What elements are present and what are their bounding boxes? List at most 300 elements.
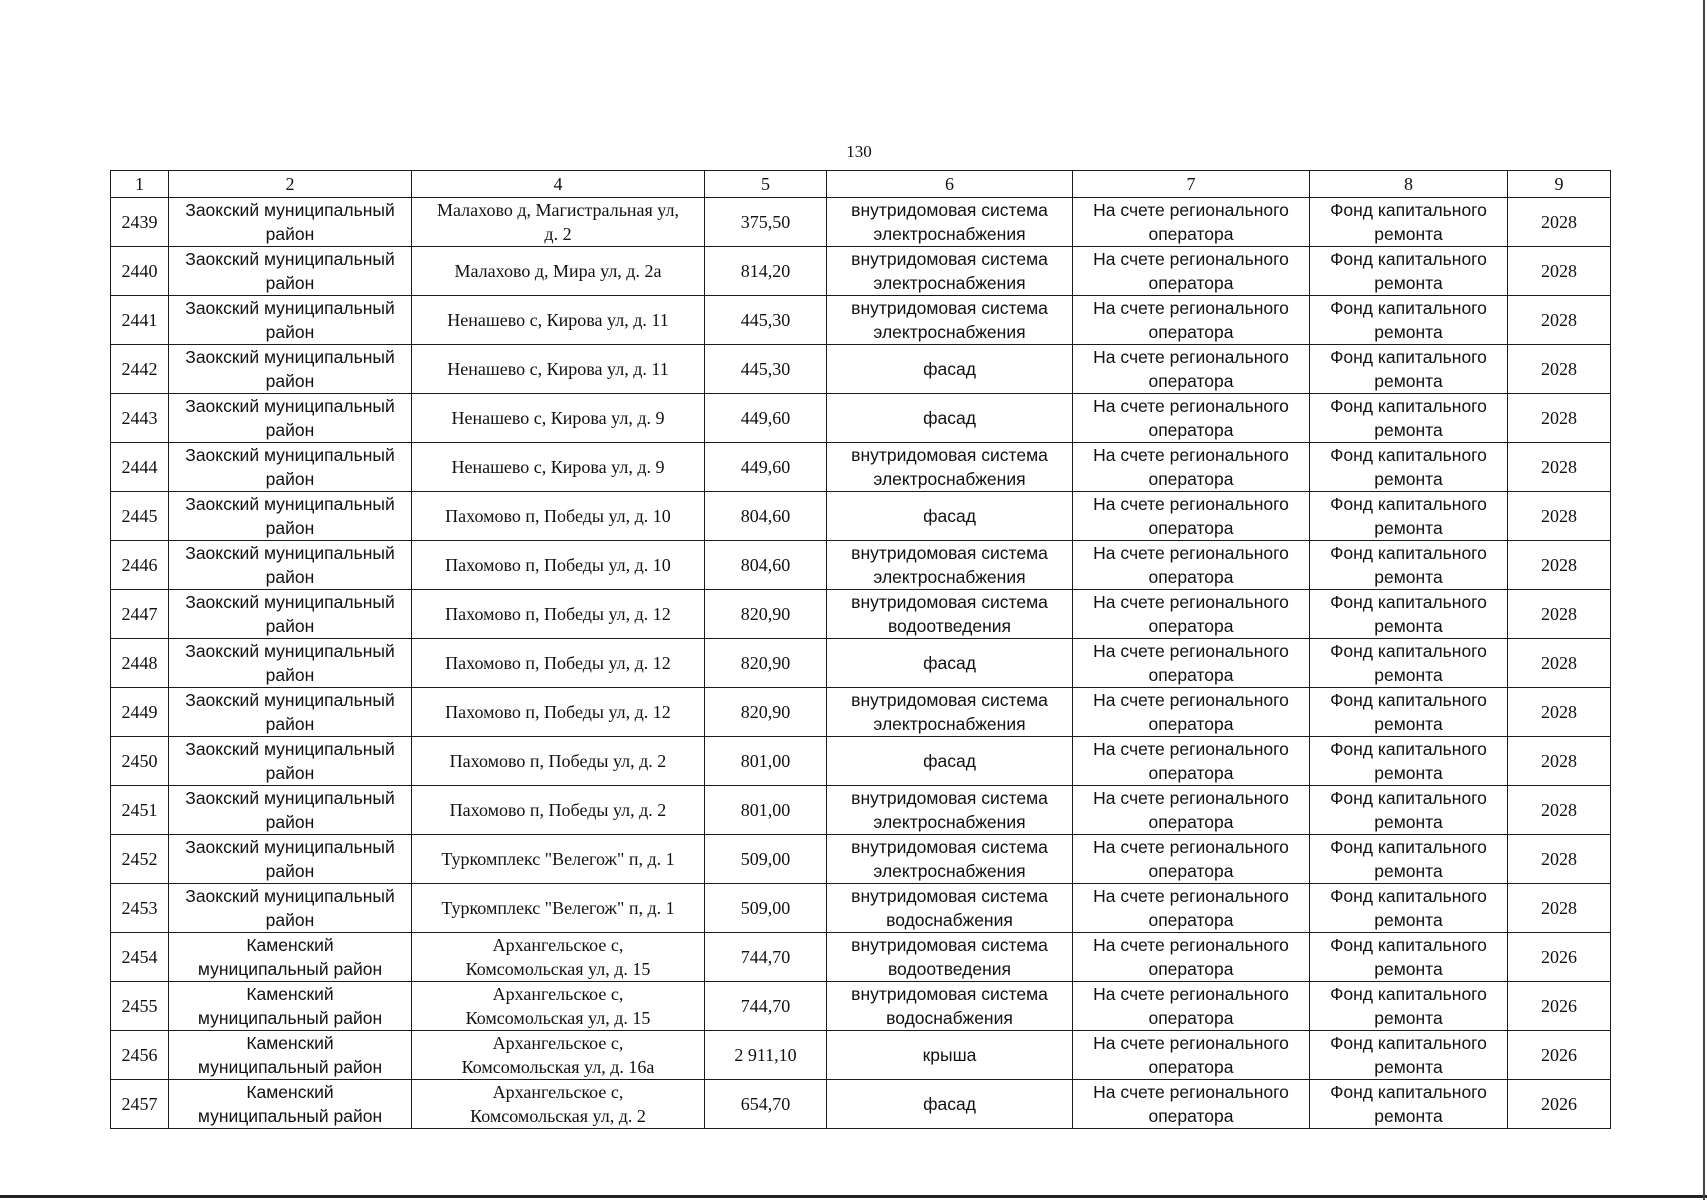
scan-edge	[1703, 0, 1705, 1200]
account-cell	[1073, 1031, 1310, 1080]
address-cell	[412, 247, 705, 296]
district-cell-line: район	[265, 910, 315, 930]
work-type-cell	[827, 737, 1073, 786]
account-cell	[1073, 933, 1310, 982]
district-cell-line: Заокский муниципальный	[185, 347, 395, 367]
account-cell-line: оператора	[1148, 616, 1234, 636]
year-cell: 2026	[1508, 982, 1611, 1031]
account-cell-line: На счете регионального	[1093, 984, 1289, 1004]
funding-source-cell	[1310, 492, 1508, 541]
district-cell-line: Заокский муниципальный	[185, 298, 395, 318]
work-type-cell	[827, 345, 1073, 394]
work-type-cell	[827, 198, 1073, 247]
work-type-cell-line: фасад	[923, 653, 976, 673]
funding-source-cell-line: Фонд капитального	[1330, 690, 1487, 710]
district-cell-line: район	[265, 616, 315, 636]
row-number-cell: 2453	[111, 884, 169, 933]
account-cell-line: На счете регионального	[1093, 788, 1289, 808]
district-cell-line: Заокский муниципальный	[185, 200, 395, 220]
row-number-cell: 2441	[111, 296, 169, 345]
district-cell-line: муниципальный район	[197, 1057, 383, 1077]
funding-source-cell-line: ремонта	[1374, 518, 1443, 538]
account-cell-line: На счете регионального	[1093, 690, 1289, 710]
column-number: 6	[827, 171, 1073, 198]
year-cell: 2028	[1508, 884, 1611, 933]
district-cell	[169, 933, 412, 982]
work-type-cell-line: фасад	[923, 408, 976, 428]
account-cell-line: На счете регионального	[1093, 200, 1289, 220]
table-row	[111, 443, 1611, 492]
district-cell-line: Заокский муниципальный	[185, 543, 395, 563]
funding-source-cell	[1310, 590, 1508, 639]
funding-source-cell-line: Фонд капитального	[1330, 886, 1487, 906]
account-cell-line: оператора	[1148, 714, 1234, 734]
account-cell-line: оператора	[1148, 861, 1234, 881]
account-cell-line: На счете регионального	[1093, 935, 1289, 955]
funding-source-cell-line: Фонд капитального	[1330, 739, 1487, 759]
account-cell-line: На счете регионального	[1093, 347, 1289, 367]
year-cell: 2026	[1508, 933, 1611, 982]
funding-source-cell-line: ремонта	[1374, 420, 1443, 440]
district-cell-line: район	[265, 665, 315, 685]
year-cell: 2028	[1508, 639, 1611, 688]
account-cell-line: оператора	[1148, 910, 1234, 930]
account-cell-line: оператора	[1148, 567, 1234, 587]
year-cell: 2028	[1508, 492, 1611, 541]
row-number-cell: 2448	[111, 639, 169, 688]
district-cell-line: район	[265, 714, 315, 734]
work-type-cell-line: внутридомовая система	[851, 690, 1048, 710]
year-cell: 2028	[1508, 198, 1611, 247]
address-cell-line: Малахово д, Магистральная ул,	[437, 200, 679, 220]
account-cell-line: оператора	[1148, 763, 1234, 783]
area-cell: 445,30	[705, 296, 827, 345]
work-type-cell	[827, 394, 1073, 443]
district-cell-line: Заокский муниципальный	[185, 494, 395, 514]
account-cell	[1073, 639, 1310, 688]
account-cell	[1073, 688, 1310, 737]
work-type-cell-line: электроснабжения	[873, 861, 1026, 881]
address-cell	[412, 688, 705, 737]
work-type-cell	[827, 933, 1073, 982]
address-cell-line: Архангельское с,	[492, 935, 624, 955]
row-number-cell: 2445	[111, 492, 169, 541]
district-cell-line: район	[265, 812, 315, 832]
area-cell: 449,60	[705, 394, 827, 443]
district-cell-line: Заокский муниципальный	[185, 592, 395, 612]
address-cell-line: Пахомово п, Победы ул, д. 12	[445, 653, 671, 673]
funding-source-cell-line: Фонд капитального	[1330, 396, 1487, 416]
funding-source-cell-line: ремонта	[1374, 224, 1443, 244]
work-type-cell	[827, 1031, 1073, 1080]
district-cell-line: Заокский муниципальный	[185, 690, 395, 710]
account-cell-line: оператора	[1148, 1106, 1234, 1126]
column-number: 7	[1073, 171, 1310, 198]
work-type-cell	[827, 884, 1073, 933]
work-type-cell-line: фасад	[923, 751, 976, 771]
account-cell-line: На счете регионального	[1093, 298, 1289, 318]
column-number: 1	[111, 171, 169, 198]
column-number: 9	[1508, 171, 1611, 198]
year-cell: 2028	[1508, 541, 1611, 590]
column-number: 8	[1310, 171, 1508, 198]
account-cell	[1073, 1080, 1310, 1129]
page-number: 130	[846, 142, 872, 161]
work-type-cell	[827, 786, 1073, 835]
district-cell	[169, 590, 412, 639]
table-row	[111, 1080, 1611, 1129]
account-cell-line: оператора	[1148, 469, 1234, 489]
district-cell-line: Каменский	[246, 935, 334, 955]
row-number-cell: 2454	[111, 933, 169, 982]
row-number-cell: 2451	[111, 786, 169, 835]
account-cell	[1073, 541, 1310, 590]
account-cell-line: На счете регионального	[1093, 543, 1289, 563]
account-cell-line: На счете регионального	[1093, 396, 1289, 416]
account-cell	[1073, 786, 1310, 835]
table-row	[111, 933, 1611, 982]
year-cell: 2026	[1508, 1080, 1611, 1129]
account-cell	[1073, 198, 1310, 247]
funding-source-cell-line: ремонта	[1374, 910, 1443, 930]
work-type-cell-line: фасад	[923, 506, 976, 526]
table-row	[111, 492, 1611, 541]
district-cell-line: район	[265, 861, 315, 881]
district-cell-line: муниципальный район	[197, 1106, 383, 1126]
funding-source-cell-line: Фонд капитального	[1330, 298, 1487, 318]
work-type-cell-line: фасад	[923, 359, 976, 379]
account-cell-line: На счете регионального	[1093, 641, 1289, 661]
district-cell-line: Заокский муниципальный	[185, 739, 395, 759]
funding-source-cell-line: ремонта	[1374, 1106, 1443, 1126]
account-cell-line: На счете регионального	[1093, 494, 1289, 514]
funding-source-cell-line: ремонта	[1374, 371, 1443, 391]
district-cell	[169, 247, 412, 296]
district-cell	[169, 884, 412, 933]
district-cell	[169, 345, 412, 394]
district-cell-line: район	[265, 518, 315, 538]
year-cell: 2026	[1508, 1031, 1611, 1080]
account-cell	[1073, 982, 1310, 1031]
registry-table	[110, 170, 1611, 1129]
funding-source-cell-line: ремонта	[1374, 812, 1443, 832]
district-cell-line: район	[265, 322, 315, 342]
column-number: 2	[169, 171, 412, 198]
year-cell: 2028	[1508, 296, 1611, 345]
work-type-cell-line: внутридомовая система	[851, 543, 1048, 563]
address-cell-line: Ненашево с, Кирова ул, д. 11	[447, 310, 669, 330]
address-cell-line: Пахомово п, Победы ул, д. 2	[449, 751, 667, 771]
area-cell: 445,30	[705, 345, 827, 394]
funding-source-cell	[1310, 884, 1508, 933]
area-cell: 449,60	[705, 443, 827, 492]
funding-source-cell-line: Фонд капитального	[1330, 592, 1487, 612]
address-cell-line: Архангельское с,	[492, 984, 624, 1004]
funding-source-cell	[1310, 247, 1508, 296]
funding-source-cell	[1310, 394, 1508, 443]
row-number-cell: 2439	[111, 198, 169, 247]
district-cell-line: Каменский	[246, 984, 334, 1004]
account-cell-line: На счете регионального	[1093, 592, 1289, 612]
address-cell	[412, 982, 705, 1031]
work-type-cell-line: электроснабжения	[873, 567, 1026, 587]
address-cell	[412, 443, 705, 492]
funding-source-cell-line: ремонта	[1374, 567, 1443, 587]
district-cell-line: район	[265, 273, 315, 293]
funding-source-cell-line: Фонд капитального	[1330, 543, 1487, 563]
work-type-cell-line: электроснабжения	[873, 224, 1026, 244]
funding-source-cell-line: Фонд капитального	[1330, 984, 1487, 1004]
district-cell-line: район	[265, 567, 315, 587]
year-cell: 2028	[1508, 737, 1611, 786]
address-cell-line: Туркомплекс "Велегож" п, д. 1	[441, 849, 675, 869]
table-row	[111, 982, 1611, 1031]
address-cell	[412, 737, 705, 786]
district-cell	[169, 688, 412, 737]
address-cell	[412, 198, 705, 247]
address-cell-line: д. 2	[544, 224, 572, 244]
funding-source-cell-line: Фонд капитального	[1330, 249, 1487, 269]
funding-source-cell-line: ремонта	[1374, 616, 1443, 636]
district-cell	[169, 296, 412, 345]
work-type-cell-line: внутридомовая система	[851, 837, 1048, 857]
address-cell-line: Ненашево с, Кирова ул, д. 11	[447, 359, 669, 379]
table-body	[111, 171, 1611, 1129]
table-row	[111, 737, 1611, 786]
account-cell-line: оператора	[1148, 959, 1234, 979]
district-cell-line: район	[265, 420, 315, 440]
funding-source-cell-line: ремонта	[1374, 1057, 1443, 1077]
district-cell-line: муниципальный район	[197, 1008, 383, 1028]
funding-source-cell	[1310, 541, 1508, 590]
row-number-cell: 2442	[111, 345, 169, 394]
district-cell	[169, 786, 412, 835]
address-cell	[412, 835, 705, 884]
funding-source-cell	[1310, 737, 1508, 786]
bottom-rule	[0, 1195, 1707, 1198]
address-cell-line: Комсомольская ул, д. 15	[465, 959, 651, 979]
district-cell	[169, 1080, 412, 1129]
year-cell: 2028	[1508, 443, 1611, 492]
funding-source-cell	[1310, 345, 1508, 394]
account-cell-line: На счете регионального	[1093, 886, 1289, 906]
account-cell-line: На счете регионального	[1093, 837, 1289, 857]
row-number-cell: 2456	[111, 1031, 169, 1080]
funding-source-cell-line: ремонта	[1374, 1008, 1443, 1028]
account-cell-line: На счете регионального	[1093, 1033, 1289, 1053]
address-cell	[412, 541, 705, 590]
work-type-cell-line: электроснабжения	[873, 469, 1026, 489]
district-cell-line: Каменский	[246, 1033, 334, 1053]
funding-source-cell-line: ремонта	[1374, 665, 1443, 685]
year-cell: 2028	[1508, 345, 1611, 394]
funding-source-cell-line: Фонд капитального	[1330, 788, 1487, 808]
funding-source-cell-line: Фонд капитального	[1330, 200, 1487, 220]
district-cell-line: Заокский муниципальный	[185, 396, 395, 416]
district-cell-line: район	[265, 469, 315, 489]
table-row	[111, 835, 1611, 884]
address-cell	[412, 394, 705, 443]
funding-source-cell-line: Фонд капитального	[1330, 935, 1487, 955]
year-cell: 2028	[1508, 835, 1611, 884]
address-cell	[412, 933, 705, 982]
address-cell-line: Пахомово п, Победы ул, д. 10	[445, 555, 671, 575]
address-cell-line: Архангельское с,	[492, 1033, 624, 1053]
funding-source-cell	[1310, 1080, 1508, 1129]
area-cell: 509,00	[705, 835, 827, 884]
account-cell	[1073, 884, 1310, 933]
work-type-cell-line: внутридомовая система	[851, 886, 1048, 906]
account-cell-line: оператора	[1148, 371, 1234, 391]
funding-source-cell-line: Фонд капитального	[1330, 494, 1487, 514]
account-cell-line: оператора	[1148, 812, 1234, 832]
address-cell	[412, 590, 705, 639]
work-type-cell-line: внутридомовая система	[851, 249, 1048, 269]
address-cell	[412, 492, 705, 541]
account-cell	[1073, 394, 1310, 443]
row-number-cell: 2443	[111, 394, 169, 443]
funding-source-cell	[1310, 786, 1508, 835]
funding-source-cell	[1310, 443, 1508, 492]
row-number-cell: 2457	[111, 1080, 169, 1129]
account-cell-line: оператора	[1148, 420, 1234, 440]
work-type-cell-line: внутридомовая система	[851, 445, 1048, 465]
area-cell: 744,70	[705, 982, 827, 1031]
table-row	[111, 541, 1611, 590]
funding-source-cell-line: Фонд капитального	[1330, 1082, 1487, 1102]
address-cell-line: Пахомово п, Победы ул, д. 2	[449, 800, 667, 820]
funding-source-cell	[1310, 1031, 1508, 1080]
address-cell	[412, 1080, 705, 1129]
address-cell-line: Комсомольская ул, д. 2	[470, 1106, 646, 1126]
address-cell	[412, 884, 705, 933]
district-cell-line: Заокский муниципальный	[185, 837, 395, 857]
address-cell-line: Комсомольская ул, д. 16а	[461, 1057, 655, 1077]
table-row	[111, 688, 1611, 737]
district-cell	[169, 835, 412, 884]
area-cell: 820,90	[705, 639, 827, 688]
funding-source-cell	[1310, 933, 1508, 982]
area-cell: 814,20	[705, 247, 827, 296]
work-type-cell	[827, 639, 1073, 688]
account-cell	[1073, 492, 1310, 541]
district-cell-line: муниципальный район	[197, 959, 383, 979]
area-cell: 804,60	[705, 541, 827, 590]
work-type-cell	[827, 688, 1073, 737]
area-cell: 801,00	[705, 737, 827, 786]
account-cell	[1073, 247, 1310, 296]
account-cell-line: оператора	[1148, 665, 1234, 685]
funding-source-cell-line: ремонта	[1374, 861, 1443, 881]
work-type-cell-line: электроснабжения	[873, 273, 1026, 293]
account-cell-line: оператора	[1148, 322, 1234, 342]
funding-source-cell-line: ремонта	[1374, 469, 1443, 489]
area-cell: 2 911,10	[705, 1031, 827, 1080]
account-cell	[1073, 835, 1310, 884]
account-cell	[1073, 345, 1310, 394]
district-cell-line: Каменский	[246, 1082, 334, 1102]
area-cell: 744,70	[705, 933, 827, 982]
column-number-row	[111, 171, 1611, 198]
area-cell: 654,70	[705, 1080, 827, 1129]
funding-source-cell	[1310, 639, 1508, 688]
funding-source-cell-line: ремонта	[1374, 273, 1443, 293]
area-cell: 801,00	[705, 786, 827, 835]
funding-source-cell	[1310, 198, 1508, 247]
work-type-cell-line: внутридомовая система	[851, 788, 1048, 808]
address-cell-line: Ненашево с, Кирова ул, д. 9	[451, 457, 665, 477]
address-cell	[412, 1031, 705, 1080]
district-cell-line: Заокский муниципальный	[185, 641, 395, 661]
address-cell-line: Комсомольская ул, д. 15	[465, 1008, 651, 1028]
funding-source-cell-line: Фонд капитального	[1330, 837, 1487, 857]
row-number-cell: 2446	[111, 541, 169, 590]
district-cell-line: район	[265, 224, 315, 244]
row-number-cell: 2447	[111, 590, 169, 639]
work-type-cell	[827, 1080, 1073, 1129]
work-type-cell-line: электроснабжения	[873, 322, 1026, 342]
account-cell-line: оператора	[1148, 224, 1234, 244]
district-cell-line: Заокский муниципальный	[185, 249, 395, 269]
table-row	[111, 590, 1611, 639]
address-cell	[412, 639, 705, 688]
funding-source-cell	[1310, 296, 1508, 345]
work-type-cell-line: электроснабжения	[873, 812, 1026, 832]
funding-source-cell	[1310, 982, 1508, 1031]
district-cell	[169, 443, 412, 492]
funding-source-cell	[1310, 835, 1508, 884]
column-number: 5	[705, 171, 827, 198]
row-number-cell: 2452	[111, 835, 169, 884]
address-cell-line: Пахомово п, Победы ул, д. 12	[445, 702, 671, 722]
year-cell: 2028	[1508, 786, 1611, 835]
work-type-cell-line: водоотведения	[887, 616, 1012, 636]
work-type-cell	[827, 982, 1073, 1031]
year-cell: 2028	[1508, 394, 1611, 443]
row-number-cell: 2440	[111, 247, 169, 296]
work-type-cell	[827, 492, 1073, 541]
address-cell	[412, 345, 705, 394]
work-type-cell-line: внутридомовая система	[851, 200, 1048, 220]
work-type-cell-line: внутридомовая система	[851, 592, 1048, 612]
column-number: 4	[412, 171, 705, 198]
work-type-cell-line: водоснабжения	[886, 1008, 1013, 1028]
address-cell	[412, 296, 705, 345]
work-type-cell-line: внутридомовая система	[851, 984, 1048, 1004]
table-row	[111, 394, 1611, 443]
table-row	[111, 296, 1611, 345]
year-cell: 2028	[1508, 688, 1611, 737]
work-type-cell	[827, 835, 1073, 884]
area-cell: 820,90	[705, 688, 827, 737]
account-cell	[1073, 737, 1310, 786]
table-row	[111, 786, 1611, 835]
funding-source-cell-line: Фонд капитального	[1330, 445, 1487, 465]
row-number-cell: 2450	[111, 737, 169, 786]
address-cell-line: Ненашево с, Кирова ул, д. 9	[451, 408, 665, 428]
district-cell-line: Заокский муниципальный	[185, 788, 395, 808]
district-cell	[169, 982, 412, 1031]
account-cell-line: На счете регионального	[1093, 739, 1289, 759]
table-row	[111, 884, 1611, 933]
work-type-cell	[827, 247, 1073, 296]
table-row	[111, 198, 1611, 247]
row-number-cell: 2455	[111, 982, 169, 1031]
row-number-cell: 2449	[111, 688, 169, 737]
account-cell-line: оператора	[1148, 1008, 1234, 1028]
funding-source-cell-line: Фонд капитального	[1330, 347, 1487, 367]
account-cell	[1073, 590, 1310, 639]
